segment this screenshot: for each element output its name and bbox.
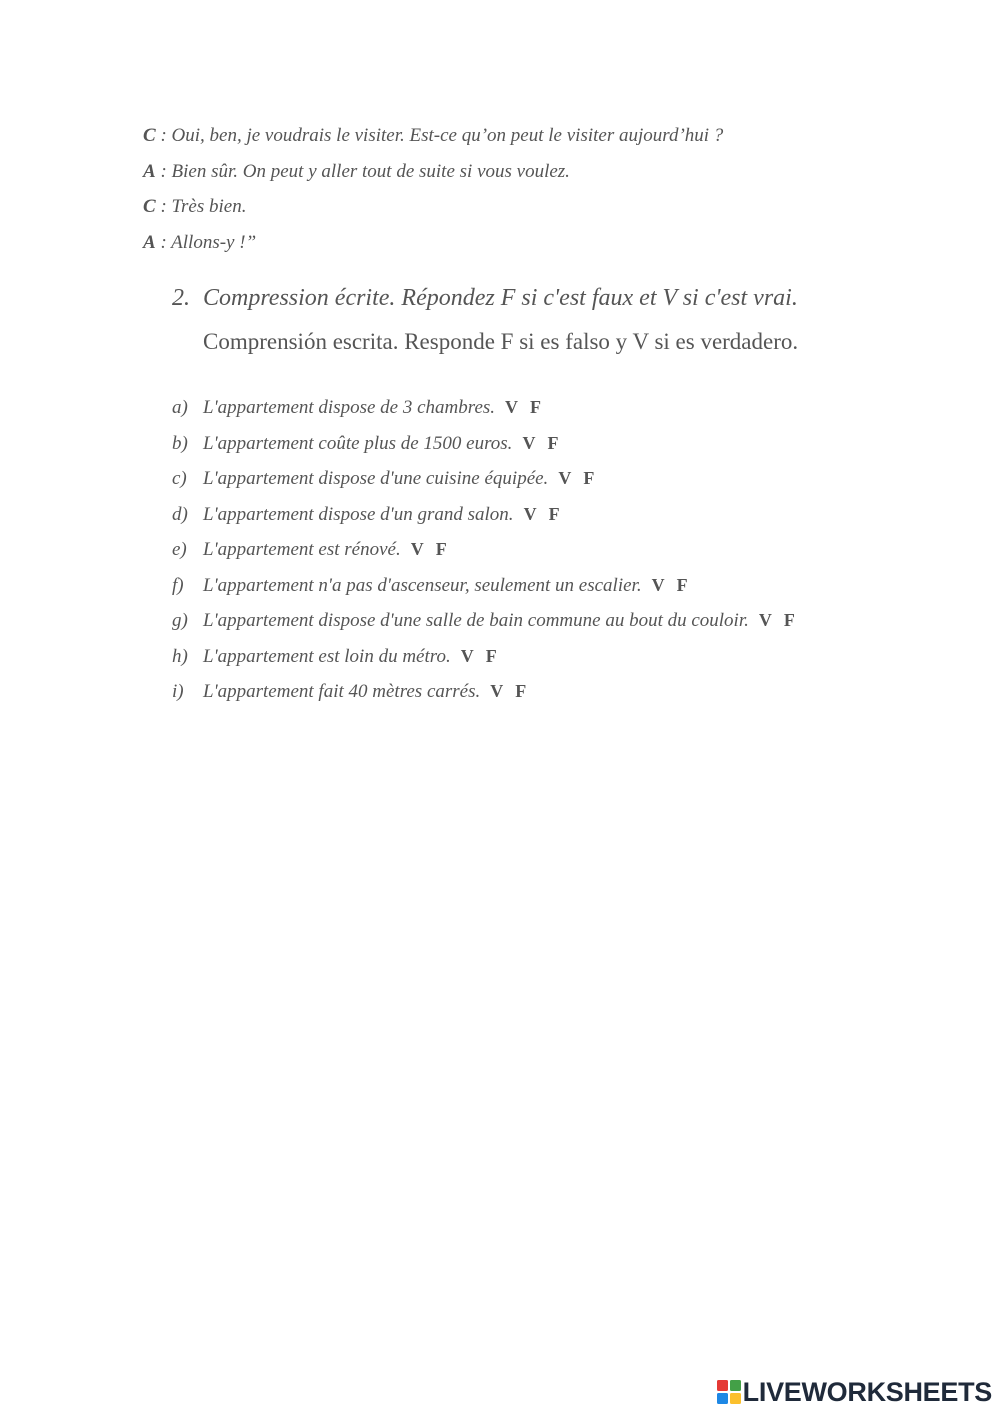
item-letter: b): [172, 432, 188, 454]
item-text: L'appartement dispose d'une salle de bain commune au bout du couloir.: [203, 610, 749, 631]
dialogue-text: : Très bien.: [155, 196, 247, 217]
false-option[interactable]: F: [583, 468, 595, 488]
true-option[interactable]: V: [758, 610, 772, 630]
item-letter: c): [172, 468, 187, 489]
false-option[interactable]: F: [676, 574, 688, 595]
question-title-fr: Compression écrite. Répondez F si c'est faux et V si c'est vrai.: [203, 285, 798, 311]
true-option[interactable]: V: [490, 681, 504, 701]
item-letter: h): [172, 645, 188, 667]
statement-list: [172, 392, 798, 712]
dialogue-line: [143, 118, 723, 154]
true-option[interactable]: V: [505, 397, 519, 417]
statement-item: [172, 392, 798, 428]
false-option[interactable]: F: [530, 397, 542, 417]
statement-item: [172, 641, 798, 677]
dialogue-text: : Bien sûr. On peut y aller tout de suite si vous voulez.: [155, 160, 570, 182]
dialogue-line: [143, 154, 723, 190]
item-text: L'appartement fait 40 mètres carrés.: [203, 681, 481, 702]
dialogue: [143, 118, 723, 260]
item-text: L'appartement n'a pas d'ascenseur, seulement un escalier.: [203, 574, 642, 596]
true-option[interactable]: V: [558, 468, 572, 488]
item-text: L'appartement est loin du métro.: [203, 645, 451, 667]
liveworksheets-logo-icon: [717, 1380, 741, 1404]
false-option[interactable]: F: [435, 539, 447, 559]
statement-item: [172, 499, 798, 535]
true-option[interactable]: V: [522, 432, 536, 453]
item-letter: d): [172, 503, 188, 525]
false-option[interactable]: F: [548, 503, 560, 524]
dialogue-text: : Allons-y !”: [155, 231, 257, 253]
item-text: L'appartement coûte plus de 1500 euros.: [203, 432, 513, 454]
item-text: L'appartement dispose de 3 chambres.: [203, 397, 496, 418]
item-text: L'appartement est rénové.: [203, 539, 401, 560]
statement-item: [172, 605, 798, 641]
item-text: L'appartement dispose d'une cuisine équipée.: [203, 468, 549, 489]
question-heading: [172, 285, 798, 312]
true-option[interactable]: V: [651, 574, 665, 595]
liveworksheets-logo: [717, 1377, 992, 1407]
item-letter: e): [172, 539, 187, 560]
speaker: A: [143, 160, 156, 182]
false-option[interactable]: F: [515, 681, 527, 701]
false-option[interactable]: F: [485, 645, 497, 666]
statement-item: [172, 676, 798, 712]
item-text: L'appartement dispose d'un grand salon.: [203, 503, 514, 525]
true-option[interactable]: V: [410, 539, 424, 559]
question-number: 2.: [172, 285, 190, 311]
item-letter: g): [172, 610, 188, 631]
statement-item: [172, 534, 798, 570]
speaker: C: [143, 125, 156, 146]
question-title-es: Comprensión escrita. Responde F si es falso y V si es verdadero.: [203, 329, 799, 354]
logo-text: LIVEWORKSHEETS: [742, 1376, 992, 1407]
dialogue-line: [143, 225, 723, 261]
false-option[interactable]: F: [547, 432, 559, 453]
true-option[interactable]: V: [523, 503, 537, 524]
speaker: A: [143, 231, 156, 253]
speaker: C: [143, 196, 156, 217]
statement-item: [172, 463, 798, 499]
statement-item: [172, 428, 798, 464]
dialogue-text: : Oui, ben, je voudrais le visiter. Est-ce qu’on peut le visiter aujourd’hui ?: [155, 125, 724, 146]
item-letter: i): [172, 681, 184, 702]
false-option[interactable]: F: [783, 610, 795, 630]
statement-item: [172, 570, 798, 606]
item-letter: a): [172, 397, 188, 418]
dialogue-line: [143, 189, 723, 225]
true-option[interactable]: V: [460, 645, 474, 666]
item-letter: f): [172, 574, 184, 596]
